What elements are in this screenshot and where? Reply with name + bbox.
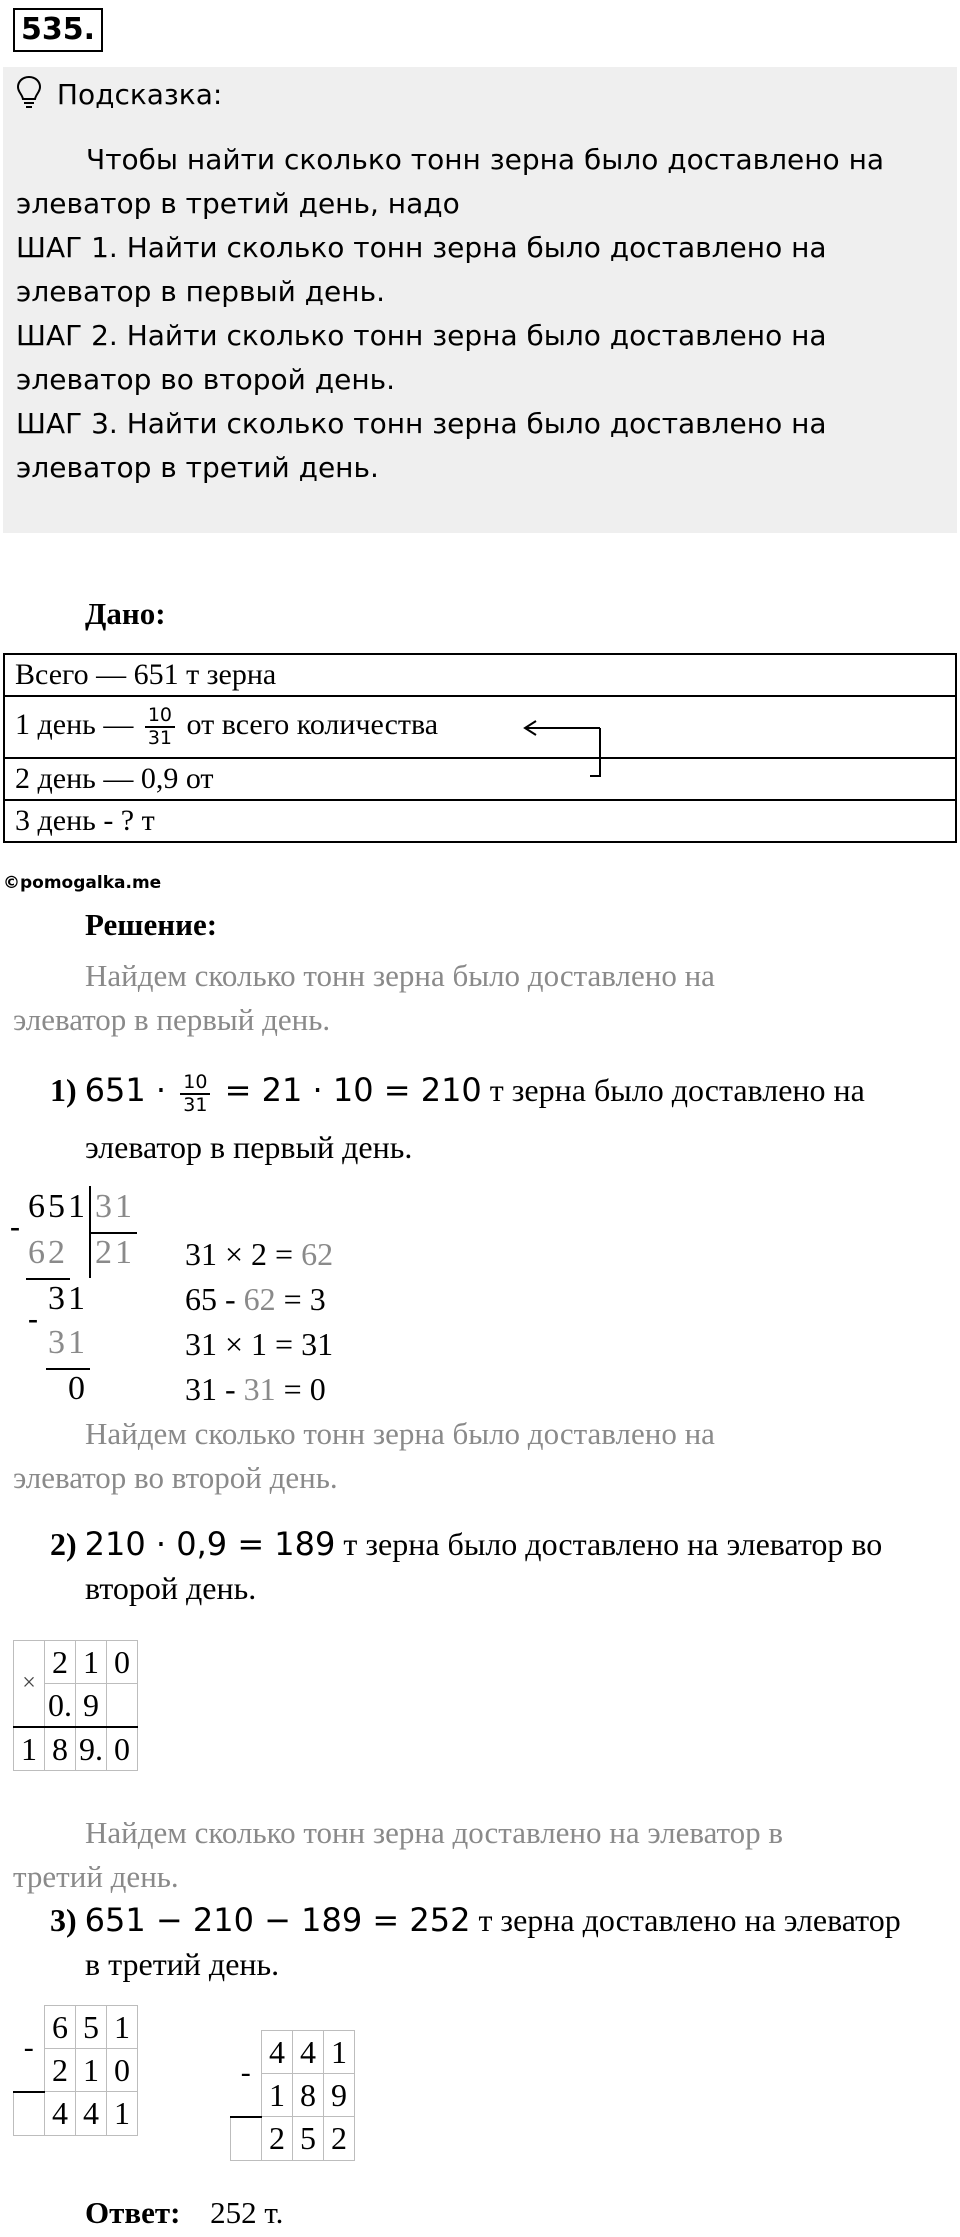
digit-cell: 0 xyxy=(107,1727,138,1771)
note-part: 31 xyxy=(243,1371,276,1407)
fraction xyxy=(145,705,175,749)
minus-sign: - xyxy=(23,2031,34,2064)
fraction-denominator: 31 xyxy=(147,727,173,749)
hint-step-text: Найти сколько тонн зерна было доставлено на xyxy=(117,407,827,440)
step1-intro: Найдем сколько тонн зерна было доставлено на xyxy=(85,958,715,993)
note-part: = 0 xyxy=(275,1371,326,1407)
given-row xyxy=(4,696,956,758)
digit-cell: 2 xyxy=(324,2117,355,2161)
hint-step-3-cont: элеватор в третий день. xyxy=(16,451,379,484)
digit-cell: 1 xyxy=(262,2074,293,2117)
note-part: 65 - xyxy=(185,1281,244,1317)
step1-line xyxy=(50,1068,865,1116)
step3-text-cont: в третий день. xyxy=(85,1946,280,1982)
step3-text: т зерна доставлено на элеватор xyxy=(470,1902,901,1938)
hint-box xyxy=(3,67,957,533)
quotient: 21 xyxy=(95,1234,135,1271)
subtrahend: 31 xyxy=(48,1324,88,1361)
digit-cell: 0 xyxy=(107,2049,138,2092)
step-number: 2) xyxy=(50,1526,77,1562)
digit-cell: 1 xyxy=(14,1727,45,1771)
digit-cell: 1 xyxy=(76,2049,107,2092)
answer xyxy=(85,2195,283,2231)
answer-label: Ответ: xyxy=(85,2195,181,2230)
multiplication-grid xyxy=(13,1640,138,1771)
grid-row xyxy=(231,2117,355,2161)
step3-intro: Найдем сколько тонн зерна доставлено на элеватор в xyxy=(85,1815,784,1850)
subtrahend: 62 xyxy=(28,1234,68,1271)
minus-sign: - xyxy=(28,1302,38,1335)
digit-cell: 5 xyxy=(293,2117,324,2161)
step3-expression: 651 − 210 − 189 = 252 xyxy=(84,1901,471,1939)
step1-expression-a: 651 · xyxy=(84,1071,177,1109)
solution-title: Решение: xyxy=(85,907,218,942)
digit-cell xyxy=(231,2117,262,2161)
step3-intro-cont: третий день. xyxy=(13,1859,179,1894)
remainder: 0 xyxy=(68,1370,85,1407)
task-number: 535. xyxy=(13,8,103,52)
hint-intro-1: Чтобы найти сколько тонн зерна было доставлено на xyxy=(86,143,885,176)
note-part: 62 xyxy=(301,1236,334,1272)
fraction-numerator: 10 xyxy=(145,705,175,728)
digit-cell: 5 xyxy=(76,2006,107,2049)
step1-text: т зерна было доставлено на xyxy=(481,1072,865,1108)
given-day1-prefix: 1 день — xyxy=(15,707,141,741)
digit-cell xyxy=(14,2092,45,2136)
hint-step-3 xyxy=(16,404,827,444)
step2-expression: 210 · 0,9 = 189 xyxy=(84,1525,336,1563)
digit-cell: 9 xyxy=(324,2074,355,2117)
given-table xyxy=(3,653,957,843)
fraction-denominator: 31 xyxy=(183,1093,208,1116)
hint-step-label: ШАГ 1. xyxy=(16,231,118,264)
division-note xyxy=(185,1281,326,1318)
step2-intro-cont: элеватор во второй день. xyxy=(13,1460,338,1495)
digit-cell: 6 xyxy=(45,2006,76,2049)
note-part: 31 × 2 = xyxy=(185,1236,302,1272)
fraction xyxy=(180,1072,210,1116)
hint-step-label: ШАГ 3. xyxy=(16,407,118,440)
watermark: ©pomogalka.me xyxy=(3,873,162,893)
minus-sign: - xyxy=(10,1210,20,1243)
given-day1-suffix: от всего количества xyxy=(179,707,439,741)
answer-value: 252 т. xyxy=(210,2195,284,2230)
divisor: 31 xyxy=(95,1188,135,1225)
subtraction-grid xyxy=(230,2030,355,2161)
digit-cell: 9. xyxy=(76,1727,107,1771)
step1-intro-cont: элеватор в первый день. xyxy=(13,1002,331,1037)
step3-line xyxy=(50,1898,901,1942)
digit-cell: 4 xyxy=(262,2031,293,2074)
remainder: 31 xyxy=(48,1280,88,1317)
division-note xyxy=(185,1236,333,1273)
division-note xyxy=(185,1371,326,1408)
hint-step-text: Найти сколько тонн зерна было доставлено на xyxy=(117,231,827,264)
hint-step-label: ШАГ 2. xyxy=(16,319,118,352)
digit-cell: 1 xyxy=(324,2031,355,2074)
hint-step-1-cont: элеватор в первый день. xyxy=(16,275,385,308)
minus-sign: - xyxy=(240,2056,251,2089)
note-part: 62 xyxy=(243,1281,276,1317)
digit-cell: 4 xyxy=(45,2092,76,2136)
digit-cell: 0. xyxy=(45,1684,76,1728)
digit-cell: 1 xyxy=(107,2006,138,2049)
given-title: Дано: xyxy=(85,596,166,631)
fraction-numerator: 10 xyxy=(180,1072,210,1095)
grid-row xyxy=(14,1727,138,1771)
note-part: 31 - xyxy=(185,1371,244,1407)
digit-cell: 2 xyxy=(45,2049,76,2092)
step1-text-cont: элеватор в первый день. xyxy=(85,1129,413,1165)
grid-row xyxy=(14,2092,138,2136)
digit-cell: 2 xyxy=(262,2117,293,2161)
hint-title: Подсказка: xyxy=(56,78,223,111)
step-number: 1) xyxy=(50,1072,77,1108)
given-row xyxy=(4,800,956,842)
digit-cell: 2 xyxy=(45,1641,76,1684)
given-row xyxy=(4,654,956,696)
reference-arrow-icon xyxy=(520,718,610,782)
hint-step-2-cont: элеватор во второй день. xyxy=(16,363,396,396)
lightbulb-icon xyxy=(16,75,42,109)
step-number: 3) xyxy=(50,1902,77,1938)
digit-cell: 0 xyxy=(107,1641,138,1684)
given-day1 xyxy=(4,696,956,758)
hint-title-row xyxy=(16,75,222,115)
digit-cell: 9 xyxy=(76,1684,107,1728)
digit-cell: 8 xyxy=(45,1727,76,1771)
given-row xyxy=(4,758,956,800)
dividend: 651 xyxy=(28,1188,88,1225)
hint-step-2 xyxy=(16,316,827,356)
given-day2: 2 день — 0,9 от xyxy=(4,758,956,800)
grid-row xyxy=(14,2006,138,2049)
subtraction-grid xyxy=(13,2005,138,2136)
step1-expression-b: = 21 · 10 = 210 xyxy=(214,1071,482,1109)
hint-step-1 xyxy=(16,228,827,268)
digit-cell: 8 xyxy=(293,2074,324,2117)
digit-cell: 1 xyxy=(76,1641,107,1684)
step2-line xyxy=(50,1522,882,1566)
digit-cell: 4 xyxy=(76,2092,107,2136)
grid-row xyxy=(14,1641,138,1684)
given-day3: 3 день - ? т xyxy=(4,800,956,842)
digit-cell xyxy=(107,1684,138,1728)
step2-text-cont: второй день. xyxy=(85,1570,257,1606)
note-part: = 3 xyxy=(275,1281,326,1317)
multiply-sign: × xyxy=(14,1641,45,1728)
note-part: 31 × 1 = 31 xyxy=(185,1326,334,1362)
hint-step-text: Найти сколько тонн зерна было доставлено на xyxy=(117,319,827,352)
digit-cell: 1 xyxy=(107,2092,138,2136)
step2-intro: Найдем сколько тонн зерна было доставлено на xyxy=(85,1416,715,1451)
digit-cell: 4 xyxy=(293,2031,324,2074)
step2-text: т зерна было доставлено на элеватор во xyxy=(335,1526,883,1562)
grid-row xyxy=(231,2031,355,2074)
given-total: Всего — 651 т зерна xyxy=(4,654,956,696)
hint-intro-2: элеватор в третий день, надо xyxy=(16,187,460,220)
division-note xyxy=(185,1326,333,1363)
